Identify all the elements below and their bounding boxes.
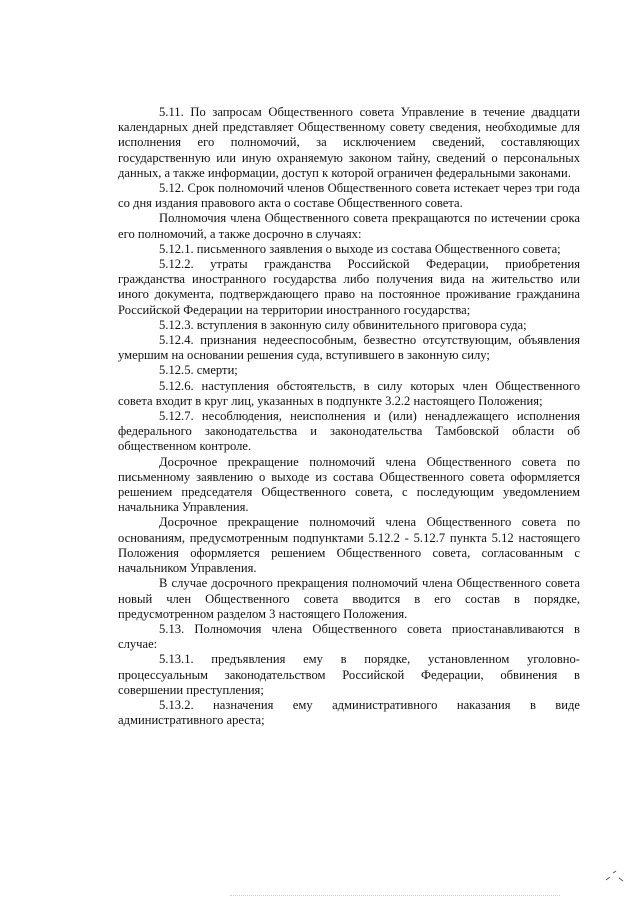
paragraph-5-11: 5.11. По запросам Общественного совета Управление в течение двадцати календарных дней представляет Общественному совету сведения, необходимые для исполнения его полномочий, за исключением сведений, составляющих государственную или иную охраняемую законом тайну, сведений о персональных данных, а также информации, доступ к которой ограничен федеральными законами. [118, 105, 580, 180]
paragraph-5-12-5: 5.12.5. смерти; [159, 363, 238, 378]
scan-artifact-mark [604, 869, 626, 883]
paragraph-5-13-1: 5.13.1. предъявления ему в порядке, установленном уголовно-процессуальным законодательством Российской Федерации, обвинения в совершении преступления; [118, 652, 580, 697]
paragraph-5-12-6: 5.12.6. наступления обстоятельств, в силу которых член Общественного совета входит в круг лиц, указанных в подпункте 3.2.2 настоящего Положения; [118, 378, 580, 408]
paragraph-5-12-2: 5.12.2. утраты гражданства Российской Федерации, приобретения гражданства иностранного государства либо получения вида на жительство или иного документа, подтверждающего право на постоянное проживание гражданина Российской Федерации на территории иностранного государства; [118, 257, 580, 317]
paragraph-5-12-3: 5.12.3. вступления в законную силу обвинительного приговора суда; [159, 317, 527, 332]
paragraph-5-12-7: 5.12.7. несоблюдения, неисполнения и (или) ненадлежащего исполнения федерального законодательства и законодательства Тамбовской области об общественном контроле. [118, 409, 580, 454]
paragraph-early-termination-written: Досрочное прекращение полномочий члена Общественного совета по письменному заявлению о выходе из состава Общественного совета оформляется решением председателя Общественного совета, с последующим уведомлением начальника Управления. [118, 454, 580, 515]
paragraph-termination-intro: Полномочия члена Общественного совета прекращаются по истечении срока его полномочий, а также досрочно в случаях: [118, 211, 580, 241]
paragraph-5-12-1: 5.12.1. письменного заявления о выходе из состава Общественного совета; [159, 241, 561, 256]
paragraph-5-13: 5.13. Полномочия члена Общественного совета приостанавливаются в случае: [118, 621, 580, 652]
paragraph-5-12: 5.12. Срок полномочий членов Общественного совета истекает через три года со дня издания правового акта о составе Общественного совета. [118, 181, 580, 211]
document-body [118, 105, 580, 728]
paragraph-5-13-2: 5.13.2. назначения ему административного наказания в виде административного ареста; [118, 697, 580, 728]
paragraph-early-termination-grounds: Досрочное прекращение полномочий члена Общественного совета по основаниям, предусмотренным подпунктами 5.12.2 - 5.12.7 пункта 5.12 настоящего Положения оформляется решением Общественного совета, согласованным с начальником Управления. [118, 515, 580, 576]
scan-footer-noise [230, 895, 560, 899]
paragraph-new-member: В случае досрочного прекращения полномочий члена Общественного совета новый член Общественного совета вводится в его состав в порядке, предусмотренном разделом 3 настоящего Положения. [118, 576, 580, 621]
paragraph-5-12-4: 5.12.4. признания недееспособным, безвестно отсутствующим, объявления умершим на основании решения суда, вступившего в законную силу; [118, 333, 580, 363]
